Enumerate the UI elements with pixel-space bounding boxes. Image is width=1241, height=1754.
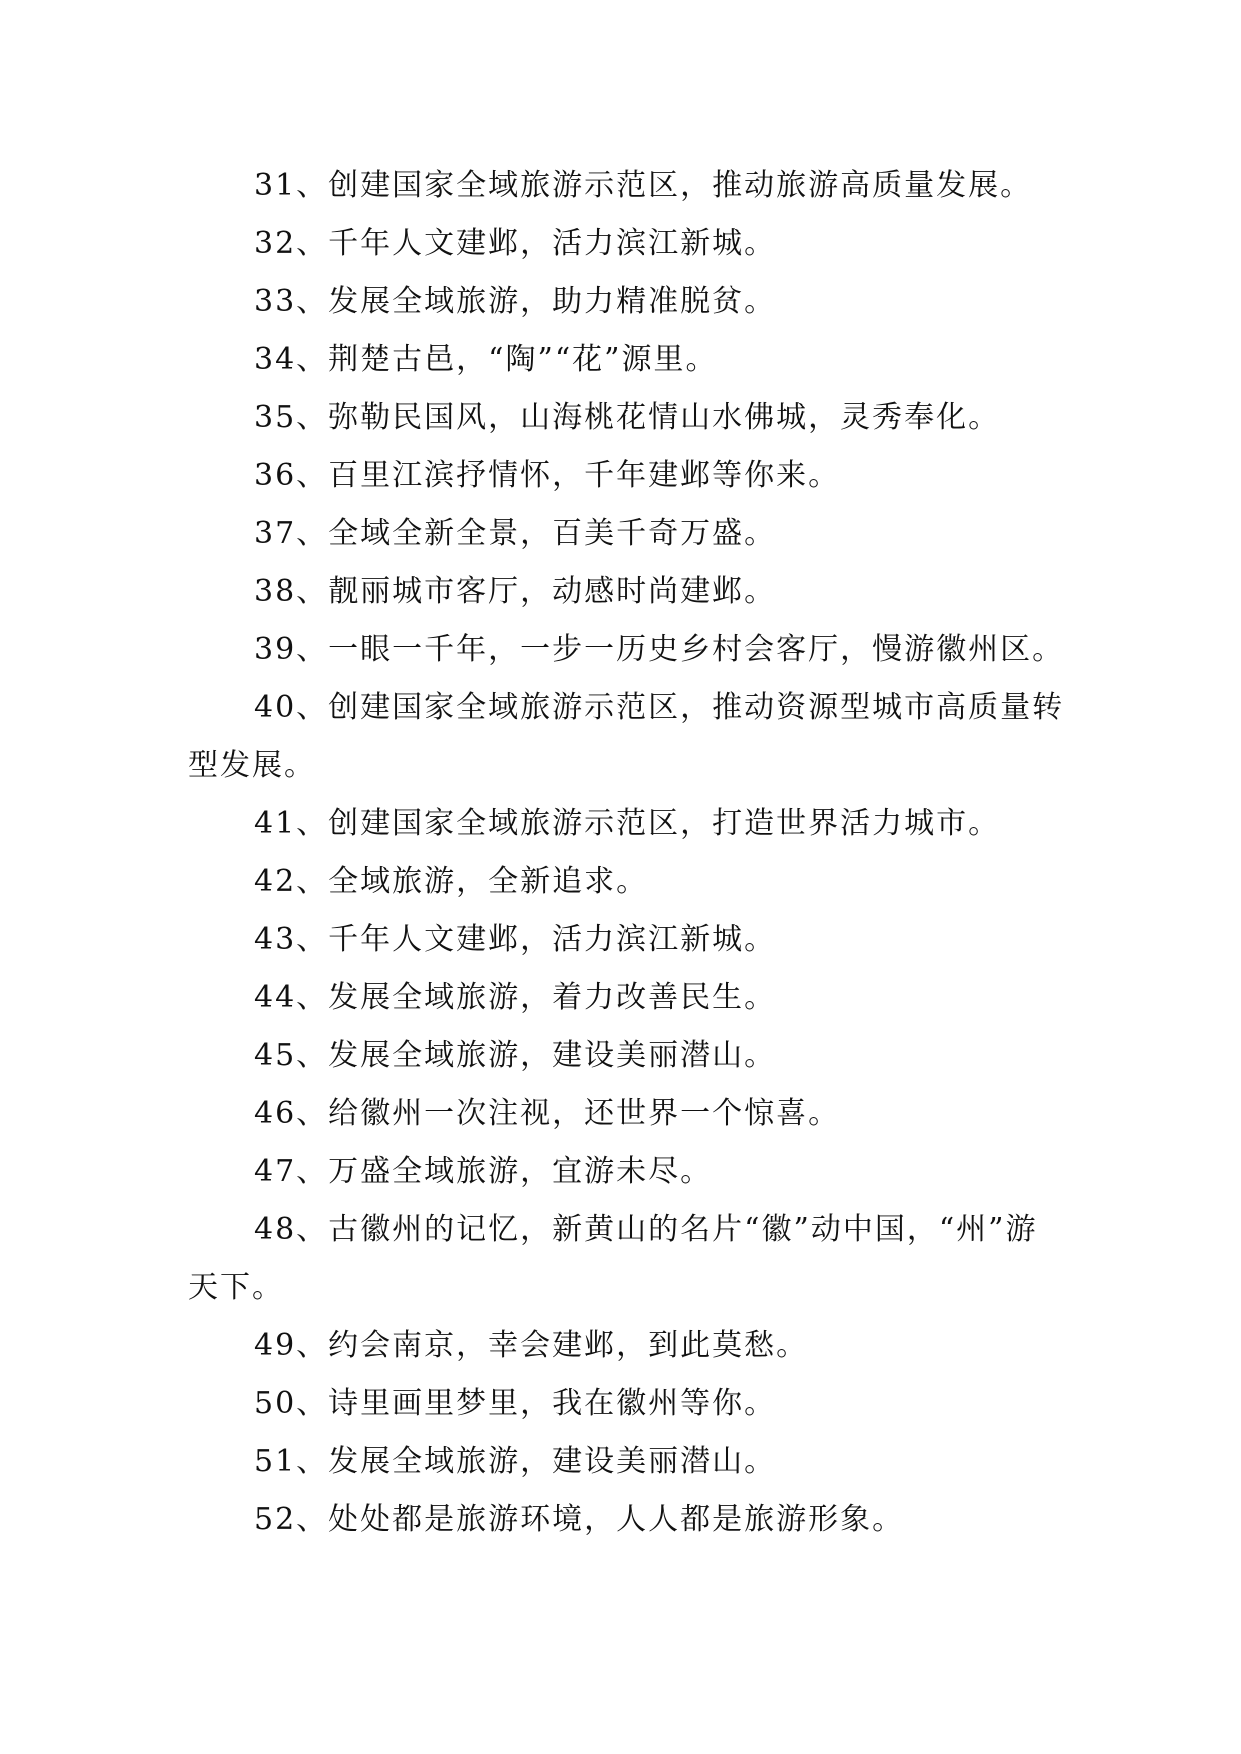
slogan-item: 31、创建国家全域旅游示范区，推动旅游高质量发展。 [254, 168, 1033, 203]
slogan-item: 37、全域全新全景，百美千奇万盛。 [254, 516, 777, 551]
document-page [188, 157, 1068, 1549]
slogan-item: 50、诗里画里梦里，我在徽州等你。 [254, 1386, 777, 1421]
slogan-item: 38、靓丽城市客厅，动感时尚建邺。 [254, 574, 777, 609]
slogan-item: 39、一眼一千年，一步一历史乡村会客厅，慢游徽州区。 [254, 632, 1065, 667]
slogan-item: 43、千年人文建邺，活力滨江新城。 [254, 922, 777, 957]
slogan-item: 49、约会南京，幸会建邺，到此莫愁。 [254, 1328, 809, 1363]
slogan-item: 51、发展全域旅游，建设美丽潜山。 [254, 1444, 777, 1479]
slogan-item: 47、万盛全域旅游，宜游未尽。 [254, 1154, 713, 1189]
slogan-item: 32、千年人文建邺，活力滨江新城。 [254, 226, 777, 261]
slogan-item: 35、弥勒民国风，山海桃花情山水佛城，灵秀奉化。 [254, 400, 1001, 435]
slogan-item: 40、创建国家全域旅游示范区，推动资源型城市高质量转型发展。 [188, 690, 1065, 783]
slogan-item: 41、创建国家全域旅游示范区，打造世界活力城市。 [254, 806, 1001, 841]
slogan-item: 48、古徽州的记忆，新黄山的名片“徽”动中国，“州”游天下。 [188, 1212, 1038, 1305]
slogan-item: 44、发展全域旅游，着力改善民生。 [254, 980, 777, 1015]
slogan-item: 45、发展全域旅游，建设美丽潜山。 [254, 1038, 777, 1073]
slogan-item: 46、给徽州一次注视，还世界一个惊喜。 [254, 1096, 841, 1131]
slogan-item: 36、百里江滨抒情怀，千年建邺等你来。 [254, 458, 841, 493]
slogan-item: 33、发展全域旅游，助力精准脱贫。 [254, 284, 777, 319]
slogan-item: 52、处处都是旅游环境，人人都是旅游形象。 [254, 1502, 905, 1537]
slogan-item: 34、荆楚古邑，“陶”“花”源里。 [254, 342, 718, 377]
slogan-item: 42、全域旅游，全新追求。 [254, 864, 649, 899]
